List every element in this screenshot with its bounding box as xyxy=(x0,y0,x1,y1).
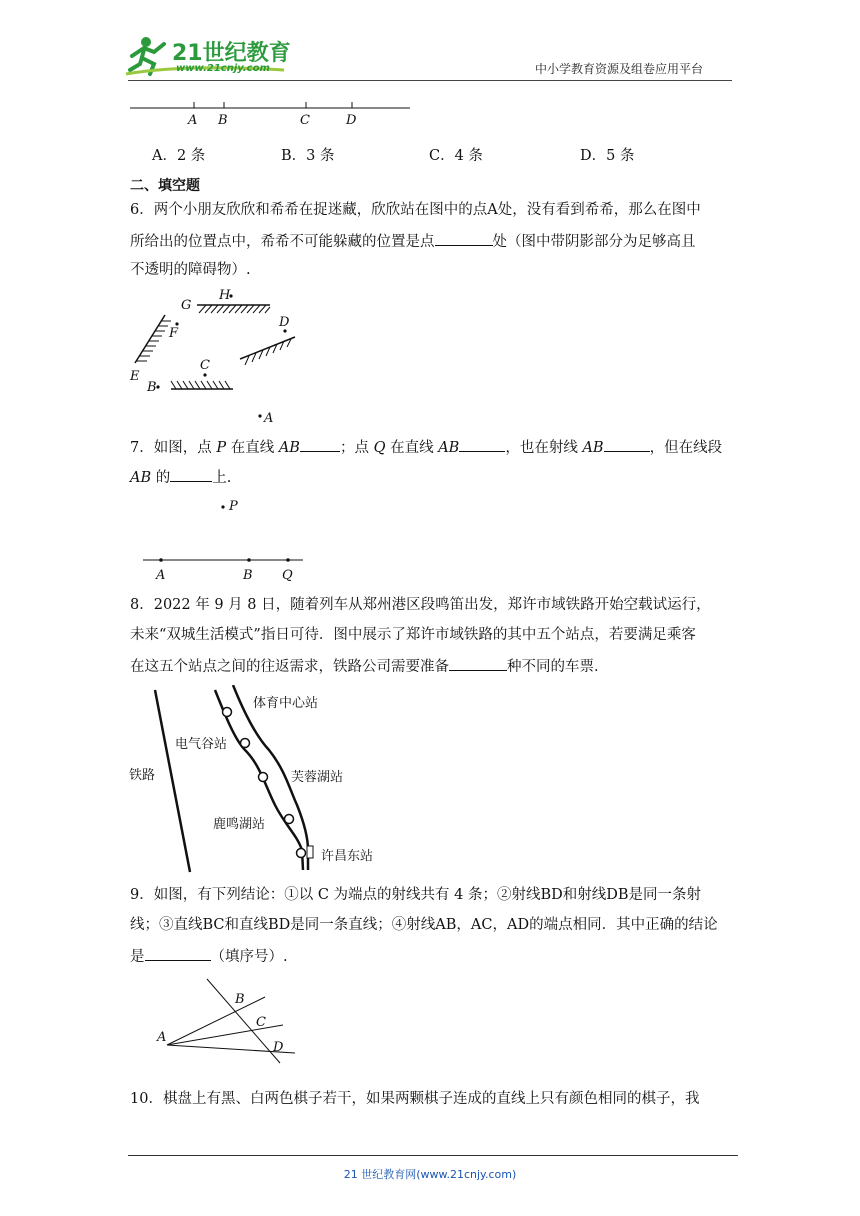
q9-answer-blank[interactable] xyxy=(145,948,211,961)
q6-point-b: B xyxy=(147,380,157,395)
q6-point-c: C xyxy=(200,358,210,373)
q8-answer-blank[interactable] xyxy=(449,658,507,671)
q7-point-q: Q xyxy=(282,568,293,583)
q7-blank-1[interactable] xyxy=(300,439,340,452)
section-title: 二、填空题 xyxy=(130,178,200,194)
q10-line1: 10．棋盘上有黑、白两色棋子若干，如果两颗棋子连成的直线上只有颜色相同的棋子，我 xyxy=(130,1091,700,1107)
q5-option-b: B．3 条 xyxy=(281,148,335,164)
q8-rail-label: 铁路 xyxy=(129,768,156,783)
q7-line-figure xyxy=(135,495,315,585)
q6-hideseek-figure xyxy=(125,285,310,430)
q6-line3: 不透明的障碍物）. xyxy=(130,262,251,278)
q9-point-c: C xyxy=(256,1015,266,1030)
q7-point-b: B xyxy=(243,568,253,583)
q6-point-d: D xyxy=(279,315,290,330)
q6-point-e: E xyxy=(130,369,140,384)
q6-point-h: H xyxy=(219,288,231,303)
q9-rays-figure xyxy=(135,975,305,1065)
q5-option-c: C．4 条 xyxy=(429,148,483,164)
q9-line3: 是 （填序号）. xyxy=(130,949,288,965)
q8-station-label: 体育中心站 xyxy=(253,696,319,711)
header-rule xyxy=(128,80,732,81)
q8-railway-map xyxy=(125,685,405,875)
site-logo xyxy=(124,34,294,78)
q5-point-label: C xyxy=(300,113,310,128)
q9-point-b: B xyxy=(235,992,245,1007)
q5-point-label: D xyxy=(346,113,357,128)
q8-line1: 8．2022 年 9 月 8 日，随着列车从郑州港区段鸣笛出发，郑许市域铁路开始空载试运行， xyxy=(130,597,711,613)
q8-station-label: 芙蓉湖站 xyxy=(291,770,344,785)
q6-point-g: G xyxy=(181,298,192,313)
q7-line2: AB 的 上. xyxy=(130,470,232,486)
footer-link[interactable]: 21 世纪教育网(www.21cnjy.com) xyxy=(343,1168,517,1181)
q8-line3: 在这五个站点之间的往返需求，铁路公司需要准备 种不同的车票． xyxy=(130,659,609,675)
q6-line1: 6．两个小朋友欣欣和希希在捉迷藏，欣欣站在图中的点A处，没有看到希希，那么在图中 xyxy=(130,202,701,218)
q9-point-d: D xyxy=(273,1040,284,1055)
q5-line-figure xyxy=(128,96,418,130)
q6-line2: 所给出的位置点中，希希不可能躲藏的位置是点 处（图中带阴影部分为足够高且 xyxy=(130,234,696,250)
footer-rule xyxy=(128,1155,738,1156)
q7-blank-4[interactable] xyxy=(170,469,212,482)
q8-station-label: 电气谷站 xyxy=(175,737,228,752)
q9-point-a: A xyxy=(157,1030,167,1045)
q6-answer-blank[interactable] xyxy=(435,233,493,246)
header-platform-text: 中小学教育资源及组卷应用平台 xyxy=(535,62,704,76)
q7-point-p: P xyxy=(229,499,238,514)
q9-line2: 线；③直线BC和直线BD是同一条直线；④射线AB，AC，AD的端点相同．其中正确的结论 xyxy=(130,917,718,933)
q6-point-a: A xyxy=(264,411,274,426)
q6-point-f: F xyxy=(169,326,179,341)
q7-blank-3[interactable] xyxy=(604,439,650,452)
q7-blank-2[interactable] xyxy=(459,439,505,452)
q7-point-a: A xyxy=(156,568,166,583)
q8-station-label: 鹿鸣湖站 xyxy=(213,817,266,832)
logo-main-text: 21世纪教育 xyxy=(172,41,291,66)
logo-sub-text: www.21cnjy.com xyxy=(176,63,270,74)
q5-option-d: D．5 条 xyxy=(580,148,635,164)
q5-point-label: A xyxy=(188,113,198,128)
q8-station-label: 许昌东站 xyxy=(321,849,374,864)
q7-line1: 7．如图，点 P 在直线 AB ；点 Q 在直线 AB ，也在射线 AB ，但在线段 xyxy=(130,440,723,456)
q8-line2: 未来“双城生活模式”指日可待．图中展示了郑许市域铁路的其中五个站点，若要满足乘客 xyxy=(130,627,696,643)
q9-line1: 9．如图，有下列结论：①以 C 为端点的射线共有 4 条；②射线BD和射线DB是同一条射 xyxy=(130,887,702,903)
q5-point-label: B xyxy=(218,113,228,128)
q5-option-a: A．2 条 xyxy=(152,148,206,164)
